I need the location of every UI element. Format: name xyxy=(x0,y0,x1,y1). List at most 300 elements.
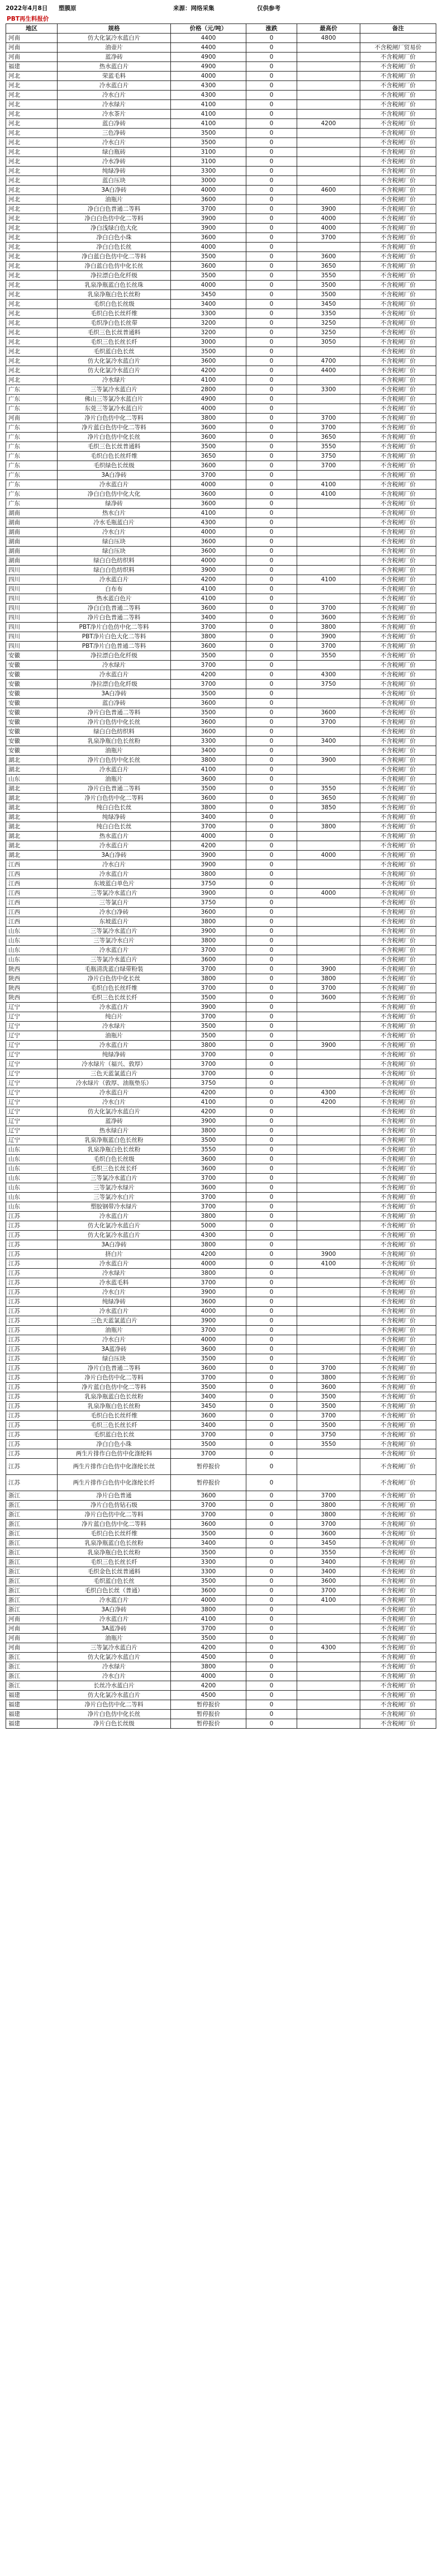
cell-high: 3800 xyxy=(297,1510,360,1520)
table-row xyxy=(6,623,436,632)
cell-high: 3500 xyxy=(297,1421,360,1430)
cell-change: 0 xyxy=(246,1719,297,1729)
cell-remark: 不含税闸厂价 xyxy=(360,1501,436,1510)
cell-change: 0 xyxy=(246,1586,297,1596)
cell-spec: 蓝白净砖 xyxy=(58,119,171,129)
cell-spec: 佛山三等氯冷水蓝白片 xyxy=(58,395,171,404)
table-row xyxy=(6,518,436,528)
table-row xyxy=(6,594,436,604)
cell-remark: 不含税闸厂价 xyxy=(360,148,436,157)
table-row xyxy=(6,214,436,224)
table-row xyxy=(6,205,436,214)
cell-change: 0 xyxy=(246,1558,297,1567)
cell-high xyxy=(297,1202,360,1212)
cell-region: 江苏 xyxy=(6,1459,58,1475)
cell-region: 江苏 xyxy=(6,1421,58,1430)
cell-price: 3900 xyxy=(171,851,246,860)
cell-remark: 不含税闸厂价 xyxy=(360,1548,436,1558)
cell-region: 湖北 xyxy=(6,803,58,813)
cell-change: 0 xyxy=(246,1634,297,1643)
cell-change: 0 xyxy=(246,1392,297,1402)
table-row xyxy=(6,1615,436,1624)
cell-change: 0 xyxy=(246,813,297,822)
cell-price: 4500 xyxy=(171,1653,246,1662)
cell-change: 0 xyxy=(246,803,297,813)
cell-price: 3300 xyxy=(171,737,246,746)
cell-price: 4200 xyxy=(171,670,246,680)
cell-remark: 不含税闸厂价 xyxy=(360,604,436,613)
cell-change: 0 xyxy=(246,1681,297,1691)
table-row xyxy=(6,575,436,585)
cell-remark: 不含税闸厂价 xyxy=(360,1653,436,1662)
cell-high xyxy=(297,1136,360,1145)
cell-remark: 不含税闸厂价 xyxy=(360,898,436,908)
cell-spec: 净片白色仿中化长丝 xyxy=(58,718,171,727)
cell-high: 3550 xyxy=(297,784,360,794)
cell-price: 3600 xyxy=(171,1164,246,1174)
cell-spec: 乳泉净瓶白色长丝粉 xyxy=(58,290,171,300)
table-row xyxy=(6,509,436,518)
cell-price: 3700 xyxy=(171,1202,246,1212)
table-row xyxy=(6,680,436,689)
table-row xyxy=(6,62,436,72)
cell-change: 0 xyxy=(246,1174,297,1183)
cell-region: 河北 xyxy=(6,81,58,91)
table-row xyxy=(6,34,436,43)
cell-change: 0 xyxy=(246,537,297,547)
cell-remark: 不含税闸厂价 xyxy=(360,110,436,119)
table-row xyxy=(6,1449,436,1459)
cell-region: 浙江 xyxy=(6,1520,58,1529)
table-row xyxy=(6,338,436,347)
cell-region: 四川 xyxy=(6,566,58,575)
cell-price: 5000 xyxy=(171,1221,246,1231)
cell-region: 河北 xyxy=(6,72,58,81)
table-row xyxy=(6,1202,436,1212)
cell-region: 浙江 xyxy=(6,1548,58,1558)
cell-high xyxy=(297,1634,360,1643)
table-row xyxy=(6,661,436,670)
cell-high xyxy=(297,1231,360,1240)
cell-region: 河南 xyxy=(6,414,58,423)
cell-spec: 冷水白片 xyxy=(58,528,171,537)
cell-spec: 毛织三色长丝长纤 xyxy=(58,993,171,1003)
cell-spec: 冷水蓝白片 xyxy=(58,946,171,955)
cell-spec: 东坡蓝白单色片 xyxy=(58,879,171,889)
table-row xyxy=(6,537,436,547)
cell-remark: 不含税闸厂价 xyxy=(360,1250,436,1259)
cell-remark: 不含税闸厂价 xyxy=(360,1212,436,1221)
cell-spec: PBT净片白色大化二等料 xyxy=(58,632,171,642)
cell-price: 3550 xyxy=(171,1145,246,1155)
cell-change: 0 xyxy=(246,623,297,632)
table-row xyxy=(6,1012,436,1022)
cell-spec: 乳泉净瓶白色长丝粉 xyxy=(58,1145,171,1155)
cell-spec: 绿白白色纺织料 xyxy=(58,556,171,566)
cell-remark: 不含税闸厂价 xyxy=(360,328,436,338)
cell-price: 3500 xyxy=(171,1529,246,1539)
table-row xyxy=(6,794,436,803)
cell-change: 0 xyxy=(246,936,297,946)
cell-region: 广东 xyxy=(6,404,58,414)
cell-region: 山东 xyxy=(6,1174,58,1183)
cell-change: 0 xyxy=(246,1520,297,1529)
table-row xyxy=(6,1003,436,1012)
cell-spec: 毛织三色长丝长纤 xyxy=(58,338,171,347)
table-row xyxy=(6,347,436,357)
cell-spec: 乳泉净瓶白色长丝粉 xyxy=(58,737,171,746)
cell-price: 3650 xyxy=(171,452,246,461)
cell-spec: 纯绿净砖 xyxy=(58,1050,171,1060)
cell-change: 0 xyxy=(246,1624,297,1634)
table-row xyxy=(6,1183,436,1193)
cell-change: 0 xyxy=(246,1316,297,1326)
cell-region: 江苏 xyxy=(6,1221,58,1231)
table-row xyxy=(6,1231,436,1240)
cell-high xyxy=(297,1221,360,1231)
cell-remark: 不含税闸厂价 xyxy=(360,632,436,642)
cell-change: 0 xyxy=(246,737,297,746)
cell-remark: 不含税闸厂价 xyxy=(360,851,436,860)
cell-spec: 冷水绿片 xyxy=(58,376,171,385)
table-row xyxy=(6,1297,436,1307)
table-row xyxy=(6,841,436,851)
cell-remark: 不含税闸厂价 xyxy=(360,1060,436,1069)
cell-remark: 不含税闸厂价 xyxy=(360,585,436,594)
cell-spec: 毛织白色长丝级 xyxy=(58,300,171,309)
cell-change: 0 xyxy=(246,1126,297,1136)
cell-change: 0 xyxy=(246,1411,297,1421)
table-row xyxy=(6,1710,436,1719)
cell-price: 3600 xyxy=(171,357,246,366)
cell-change: 0 xyxy=(246,1402,297,1411)
cell-region: 浙江 xyxy=(6,1491,58,1501)
cell-remark: 不含税闸厂价 xyxy=(360,556,436,566)
cell-high: 3600 xyxy=(297,1577,360,1586)
cell-price: 3700 xyxy=(171,1326,246,1335)
table-row xyxy=(6,1174,436,1183)
table-row xyxy=(6,1605,436,1615)
table-row xyxy=(6,775,436,784)
cell-change: 0 xyxy=(246,575,297,585)
cell-remark: 不含税闸厂价 xyxy=(360,651,436,661)
cell-change: 0 xyxy=(246,205,297,214)
cell-price: 4000 xyxy=(171,1335,246,1345)
cell-region: 山东 xyxy=(6,955,58,965)
cell-remark: 不含税闸厂价 xyxy=(360,300,436,309)
cell-price: 3600 xyxy=(171,537,246,547)
cell-change: 0 xyxy=(246,100,297,110)
cell-region: 山东 xyxy=(6,775,58,784)
cell-price: 3600 xyxy=(171,908,246,917)
cell-spec: 净拉漂白色化纤级 xyxy=(58,651,171,661)
cell-remark: 不含税闸厂价 xyxy=(360,775,436,784)
cell-region: 湖南 xyxy=(6,518,58,528)
cell-high: 3800 xyxy=(297,1373,360,1383)
cell-high: 3700 xyxy=(297,984,360,993)
cell-high: 3700 xyxy=(297,414,360,423)
cell-high: 4000 xyxy=(297,224,360,233)
table-row xyxy=(6,167,436,176)
cell-spec: 3A白净砖 xyxy=(58,1240,171,1250)
table-row xyxy=(6,81,436,91)
cell-region: 江苏 xyxy=(6,1326,58,1335)
cell-high: 3550 xyxy=(297,1548,360,1558)
cell-change: 0 xyxy=(246,661,297,670)
cell-high xyxy=(297,347,360,357)
cell-change: 0 xyxy=(246,1117,297,1126)
cell-spec: 纯绿净砖 xyxy=(58,813,171,822)
cell-remark: 不含税闸厂价 xyxy=(360,1259,436,1269)
cell-spec: 三等氯冷水蓝白片 xyxy=(58,1174,171,1183)
cell-remark: 不含税闸厂价 xyxy=(360,1364,436,1373)
cell-region: 湖南 xyxy=(6,528,58,537)
table-row xyxy=(6,1402,436,1411)
cell-price: 3750 xyxy=(171,879,246,889)
cell-price: 3900 xyxy=(171,1117,246,1126)
cell-change: 0 xyxy=(246,1662,297,1672)
cell-high xyxy=(297,91,360,100)
cell-region: 河南 xyxy=(6,1624,58,1634)
cell-remark: 不含税闸厂价 xyxy=(360,528,436,537)
cell-price: 3500 xyxy=(171,1634,246,1643)
table-row xyxy=(6,689,436,699)
cell-price: 3600 xyxy=(171,1491,246,1501)
table-row xyxy=(6,309,436,319)
cell-remark: 不含税闸厂价 xyxy=(360,1615,436,1624)
cell-price: 3600 xyxy=(171,1411,246,1421)
cell-change: 0 xyxy=(246,860,297,870)
table-body xyxy=(6,34,436,1729)
cell-price: 3400 xyxy=(171,1539,246,1548)
cell-price: 3500 xyxy=(171,784,246,794)
cell-region: 福建 xyxy=(6,1719,58,1729)
cell-price: 3500 xyxy=(171,1548,246,1558)
cell-region: 湖北 xyxy=(6,765,58,775)
cell-change: 0 xyxy=(246,1003,297,1012)
table-row xyxy=(6,414,436,423)
cell-region: 浙江 xyxy=(6,1586,58,1596)
cell-price: 3700 xyxy=(171,1501,246,1510)
cell-spec: 仿大化氯冷水蓝白片 xyxy=(58,366,171,376)
cell-remark: 不含税闸厂价 xyxy=(360,1221,436,1231)
table-row xyxy=(6,224,436,233)
cell-region: 湖北 xyxy=(6,822,58,832)
table-row xyxy=(6,1539,436,1548)
cell-spec: 仿大化氯冷水蓝白片 xyxy=(58,357,171,366)
cell-change: 0 xyxy=(246,689,297,699)
cell-price: 3500 xyxy=(171,689,246,699)
cell-remark: 不含税闸厂价 xyxy=(360,319,436,328)
cell-high: 4100 xyxy=(297,480,360,490)
cell-remark: 不含税闸厂价 xyxy=(360,1691,436,1700)
cell-region: 河北 xyxy=(6,119,58,129)
cell-spec: 3A白净砖 xyxy=(58,471,171,480)
cell-high xyxy=(297,1164,360,1174)
cell-remark: 不含税闸厂价 xyxy=(360,993,436,1003)
cell-region: 江苏 xyxy=(6,1297,58,1307)
cell-remark: 不含税闸厂价 xyxy=(360,1202,436,1212)
cell-region: 安徽 xyxy=(6,727,58,737)
cell-remark: 不含税闸厂价 xyxy=(360,262,436,271)
cell-remark: 不含税闸厂价 xyxy=(360,1459,436,1475)
cell-change: 0 xyxy=(246,670,297,680)
cell-price: 3500 xyxy=(171,1383,246,1392)
cell-remark: 不含税闸厂价 xyxy=(360,1449,436,1459)
cell-region: 河北 xyxy=(6,214,58,224)
cell-remark: 不含税闸厂价 xyxy=(360,1031,436,1041)
cell-high: 3400 xyxy=(297,737,360,746)
table-row xyxy=(6,262,436,271)
table-row xyxy=(6,91,436,100)
cell-change: 0 xyxy=(246,1183,297,1193)
cell-price: 4100 xyxy=(171,1615,246,1624)
cell-high xyxy=(297,1022,360,1031)
cell-remark: 不含税闸厂价 xyxy=(360,1288,436,1297)
table-row xyxy=(6,1041,436,1050)
cell-price: 4400 xyxy=(171,43,246,53)
cell-remark: 不含税闸厂价 xyxy=(360,499,436,509)
table-row xyxy=(6,1392,436,1402)
cell-price: 3100 xyxy=(171,157,246,167)
cell-spec: 冷水绿片 xyxy=(58,1269,171,1278)
cell-change: 0 xyxy=(246,727,297,737)
cell-change: 0 xyxy=(246,613,297,623)
cell-high: 3700 xyxy=(297,718,360,727)
cell-region: 江苏 xyxy=(6,1335,58,1345)
cell-change: 0 xyxy=(246,718,297,727)
cell-change: 0 xyxy=(246,955,297,965)
cell-spec: 净片白色仿中化二等料 xyxy=(58,1510,171,1520)
cell-region: 辽宁 xyxy=(6,1050,58,1060)
cell-change: 0 xyxy=(246,433,297,442)
cell-region: 江苏 xyxy=(6,1278,58,1288)
table-row xyxy=(6,271,436,281)
table-row xyxy=(6,547,436,556)
table-row xyxy=(6,281,436,290)
cell-remark: 不含税闸厂价 xyxy=(360,1596,436,1605)
cell-price: 3800 xyxy=(171,917,246,927)
cell-spec: 油瓶片 xyxy=(58,1634,171,1643)
cell-high: 3800 xyxy=(297,822,360,832)
cell-price: 3400 xyxy=(171,1392,246,1402)
table-row xyxy=(6,1354,436,1364)
cell-high xyxy=(297,1107,360,1117)
cell-spec: 毛织白色长丝纤维 xyxy=(58,984,171,993)
cell-high: 4400 xyxy=(297,366,360,376)
cell-spec: 冷水绿片（敦厚、油瓶垫乐） xyxy=(58,1079,171,1088)
cell-spec: 净白白色仿中化二等料 xyxy=(58,214,171,224)
table-row xyxy=(6,243,436,252)
cell-region: 福建 xyxy=(6,1700,58,1710)
cell-change: 0 xyxy=(246,1069,297,1079)
cell-price: 3600 xyxy=(171,775,246,784)
cell-change: 0 xyxy=(246,1041,297,1050)
price-table xyxy=(6,23,436,1729)
table-row xyxy=(6,100,436,110)
cell-price: 3900 xyxy=(171,860,246,870)
cell-high xyxy=(297,1126,360,1136)
cell-remark: 不含税闸厂价 xyxy=(360,860,436,870)
cell-price: 3800 xyxy=(171,414,246,423)
cell-price: 3900 xyxy=(171,224,246,233)
cell-price: 3300 xyxy=(171,1558,246,1567)
cell-price: 3600 xyxy=(171,718,246,727)
cell-region: 河北 xyxy=(6,338,58,347)
cell-change: 0 xyxy=(246,993,297,1003)
cell-region: 江西 xyxy=(6,870,58,879)
cell-remark: 不含税闸厂价 xyxy=(360,214,436,224)
table-row xyxy=(6,43,436,53)
cell-price: 3600 xyxy=(171,1155,246,1164)
cell-change: 0 xyxy=(246,138,297,148)
cell-price: 3400 xyxy=(171,813,246,822)
cell-region: 湖北 xyxy=(6,756,58,765)
cell-remark: 不含税闸厂价 xyxy=(360,338,436,347)
table-row xyxy=(6,832,436,841)
cell-price: 暂停报价 xyxy=(171,1710,246,1719)
cell-change: 0 xyxy=(246,680,297,689)
cell-region: 河南 xyxy=(6,1643,58,1653)
cell-change: 0 xyxy=(246,1548,297,1558)
cell-remark: 不含税闸厂价 xyxy=(360,176,436,186)
cell-region: 江苏 xyxy=(6,1259,58,1269)
cell-change: 0 xyxy=(246,509,297,518)
cell-remark: 不含税闸厂价 xyxy=(360,1335,436,1345)
cell-high: 4300 xyxy=(297,1643,360,1653)
cell-region: 辽宁 xyxy=(6,1098,58,1107)
cell-remark: 不含税闸厂价 xyxy=(360,1624,436,1634)
cell-price: 3300 xyxy=(171,167,246,176)
cell-change: 0 xyxy=(246,1307,297,1316)
cell-high xyxy=(297,1459,360,1475)
cell-remark: 不含税闸厂价 xyxy=(360,813,436,822)
cell-region: 江苏 xyxy=(6,1288,58,1297)
cell-change: 0 xyxy=(246,1653,297,1662)
cell-spec: 净片白色仿中化长丝 xyxy=(58,433,171,442)
cell-price: 4200 xyxy=(171,1681,246,1691)
cell-price: 3600 xyxy=(171,262,246,271)
cell-spec: 冷水白片 xyxy=(58,138,171,148)
cell-high xyxy=(297,195,360,205)
cell-region: 广东 xyxy=(6,480,58,490)
cell-region: 辽宁 xyxy=(6,1041,58,1050)
cell-change: 0 xyxy=(246,1577,297,1586)
cell-price: 3700 xyxy=(171,471,246,480)
cell-remark: 不含税闸厂价 xyxy=(360,1098,436,1107)
cell-change: 0 xyxy=(246,1060,297,1069)
cell-region: 江苏 xyxy=(6,1475,58,1491)
cell-change: 0 xyxy=(246,461,297,471)
cell-high xyxy=(297,908,360,917)
table-row xyxy=(6,366,436,376)
cell-region: 山东 xyxy=(6,936,58,946)
cell-high: 3650 xyxy=(297,433,360,442)
cell-price: 3500 xyxy=(171,1031,246,1041)
cell-region: 山东 xyxy=(6,1164,58,1174)
table-row xyxy=(6,803,436,813)
cell-spec: 绿白压块 xyxy=(58,547,171,556)
cell-spec: 毛织蓝白色长丝 xyxy=(58,1430,171,1440)
cell-spec: 净片蓝白色仿中化二等料 xyxy=(58,423,171,433)
cell-remark: 不含税闸厂价 xyxy=(360,879,436,889)
cell-high xyxy=(297,1183,360,1193)
cell-price: 3750 xyxy=(171,1079,246,1088)
cell-spec: 净白白色普通二等料 xyxy=(58,205,171,214)
table-row xyxy=(6,756,436,765)
cell-high: 3650 xyxy=(297,794,360,803)
cell-region: 河北 xyxy=(6,357,58,366)
